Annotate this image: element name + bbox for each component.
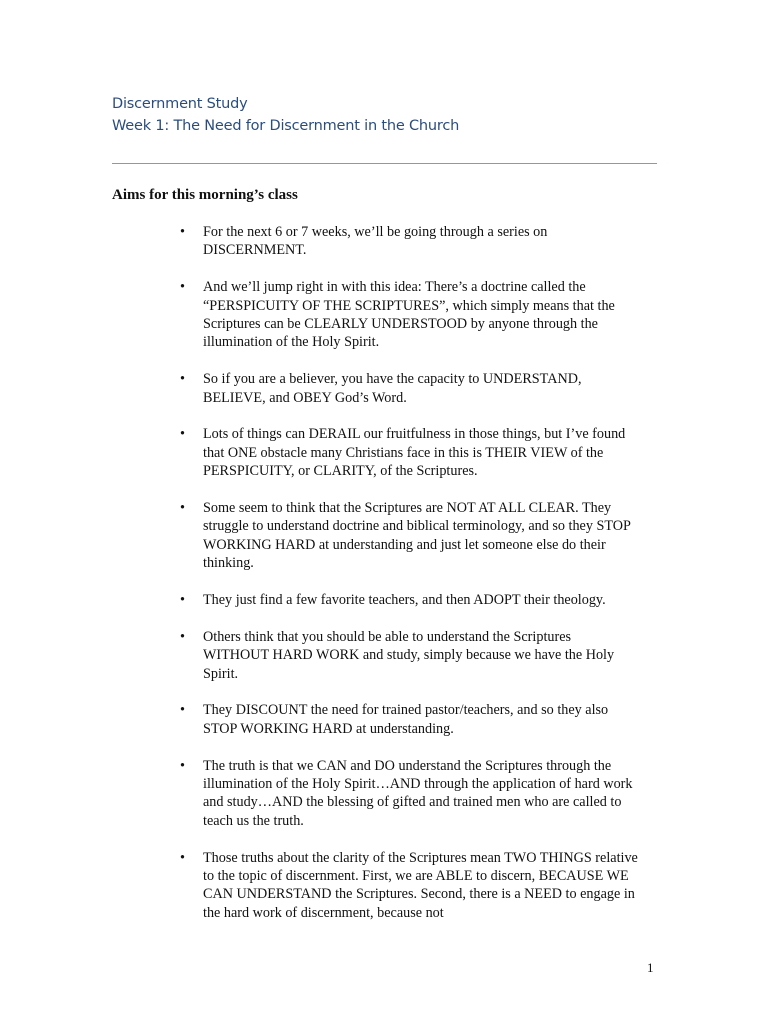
list-item — [180, 425, 640, 480]
section-heading: Aims for this morning’s class — [112, 187, 298, 203]
list-item-text: So if you are a believer, you have the capacity to UNDERSTAND, BELIEVE, and OBEY God’s Word. — [203, 371, 582, 406]
list-item — [180, 370, 640, 407]
list-item — [180, 591, 640, 609]
bullet-icon: • — [180, 279, 185, 296]
list-item — [180, 223, 640, 260]
list-item — [180, 849, 640, 923]
bullet-icon: • — [180, 628, 185, 645]
bullet-icon: • — [180, 224, 185, 240]
list-item-text: And we’ll jump right in with this idea: There’s a doctrine called the “PERSPICUITY OF THE SCRIPTURES”, which simply means that the Scriptures can be CLEARLY UNDERSTOOD by anyone through the illumination of the Holy Spirit. — [203, 279, 615, 351]
list-item-text: For the next 6 or 7 weeks, we’ll be going through a series on DISCERNMENT. — [203, 224, 548, 259]
list-item — [180, 499, 640, 573]
bullet-icon: • — [180, 426, 185, 443]
title-line-week: Week 1: The Need for Discernment in the Church — [112, 118, 460, 134]
bullet-icon: • — [180, 849, 185, 866]
list-item-text: Others think that you should be able to understand the Scriptures WITHOUT HARD WORK and study, simply because we have the Holy Spirit. — [203, 628, 615, 682]
bullet-icon: • — [180, 592, 185, 609]
bullet-icon: • — [180, 757, 185, 774]
list-item-text: They DISCOUNT the need for trained pastor/teachers, and so they also STOP WORKING HARD at understanding. — [203, 702, 609, 737]
list-item — [180, 701, 640, 738]
bullet-icon: • — [180, 500, 185, 517]
bullet-icon: • — [180, 702, 185, 719]
title-divider — [112, 163, 657, 164]
bullet-list — [180, 223, 640, 941]
list-item-text: Those truths about the clarity of the Scriptures mean TWO THINGS relative to the topic of discernment. First, we are ABLE to discern, BECAUSE WE CAN UNDERSTAND the Scriptures. Second, there is a NEED to engage in the hard work of discernment, because not — [203, 849, 638, 921]
document-title — [112, 93, 459, 137]
bullet-icon: • — [180, 371, 185, 388]
list-item — [180, 278, 640, 352]
title-line-series: Discernment Study — [112, 96, 248, 112]
page-number: 1 — [647, 960, 654, 975]
list-item-text: They just find a few favorite teachers, and then ADOPT their theology. — [203, 592, 606, 609]
list-item — [180, 628, 640, 683]
list-item-text: Some seem to think that the Scriptures are NOT AT ALL CLEAR. They struggle to understand doctrine and biblical terminology, and so they STOP WORKING HARD at understanding and just let someone else do their thinking. — [203, 500, 631, 572]
list-item — [180, 757, 640, 831]
list-item-text: Lots of things can DERAIL our fruitfulness in those things, but I’ve found that ONE obstacle many Christians face in this is THEIR VIEW of the PERSPICUITY, or CLARITY, of the Scriptures. — [203, 426, 626, 480]
list-item-text: The truth is that we CAN and DO understand the Scriptures through the illumination of the Holy Spirit…AND through the application of hard work and study…AND the blessing of gifted and trained men who are called to teach us the truth. — [203, 757, 633, 829]
